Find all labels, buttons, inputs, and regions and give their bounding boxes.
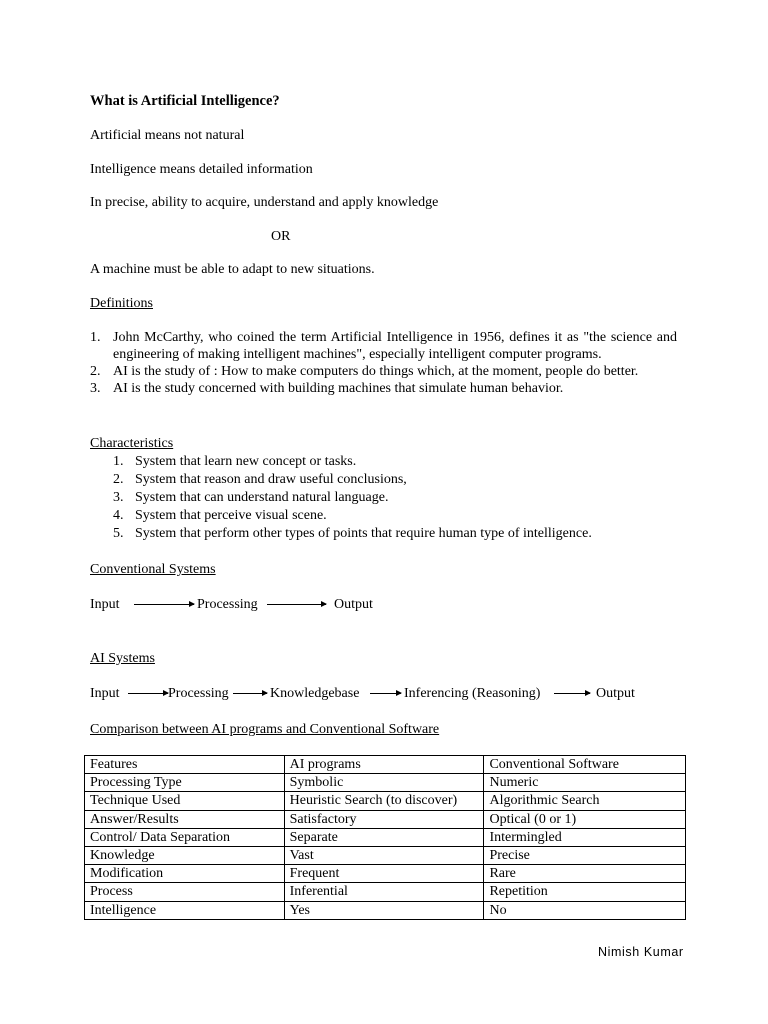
table-cell: Intelligence: [85, 901, 285, 919]
flow-output: Output: [334, 597, 373, 612]
list-item: [90, 363, 677, 380]
list-number: 5.: [113, 526, 124, 541]
characteristics-heading: Characteristics: [90, 436, 174, 451]
intro-line-4: A machine must be able to adapt to new situations.: [90, 262, 375, 277]
definition-text: John McCarthy, who coined the term Artificial Intelligence in 1956, defines it as "the science and engineering of making intelligent machines", especially intelligent computer programs.: [113, 330, 677, 362]
page-title: What is Artificial Intelligence?: [90, 93, 280, 109]
list-item: [90, 525, 592, 543]
table-cell: Rare: [484, 865, 686, 883]
flow-inferencing: Inferencing (Reasoning): [404, 686, 541, 701]
table-row: [85, 828, 686, 846]
table-row: [85, 846, 686, 864]
table-cell: AI programs: [284, 756, 484, 774]
table-cell: Heuristic Search (to discover): [284, 792, 484, 810]
table-row: [85, 865, 686, 883]
list-item: [90, 507, 592, 525]
table-cell: Intermingled: [484, 828, 686, 846]
table-cell: Answer/Results: [85, 810, 285, 828]
table-cell: Satisfactory: [284, 810, 484, 828]
list-number: 4.: [113, 508, 124, 523]
conventional-systems-heading: Conventional Systems: [90, 562, 216, 577]
list-item: [90, 453, 592, 471]
table-cell: Numeric: [484, 774, 686, 792]
flow-arrow: [128, 693, 168, 694]
characteristic-text: System that reason and draw useful conclusions,: [135, 472, 407, 487]
list-item: [90, 471, 592, 489]
table-cell: Knowledge: [85, 846, 285, 864]
table-row: [85, 774, 686, 792]
table-cell: Inferential: [284, 883, 484, 901]
list-number: 3.: [113, 490, 124, 505]
list-item: [90, 329, 677, 363]
conventional-flow-diagram: [90, 596, 390, 614]
table-cell: Process: [85, 883, 285, 901]
table-cell: Control/ Data Separation: [85, 828, 285, 846]
list-number: 2.: [113, 472, 124, 487]
flow-arrow: [554, 693, 590, 694]
list-number: 2.: [90, 364, 101, 379]
or-separator: OR: [271, 229, 291, 244]
table-cell: Modification: [85, 865, 285, 883]
author-footer: Nimish Kumar: [598, 945, 684, 959]
table-cell: Optical (0 or 1): [484, 810, 686, 828]
table-cell: Separate: [284, 828, 484, 846]
table-cell: Yes: [284, 901, 484, 919]
table-cell: Symbolic: [284, 774, 484, 792]
comparison-heading: Comparison between AI programs and Conventional Software: [90, 722, 440, 737]
table-cell: Technique Used: [85, 792, 285, 810]
intro-line-1: Artificial means not natural: [90, 128, 245, 143]
intro-line-2: Intelligence means detailed information: [90, 162, 313, 177]
definition-text: AI is the study concerned with building machines that simulate human behavior.: [113, 381, 564, 396]
table-row: [85, 756, 686, 774]
intro-line-3: In precise, ability to acquire, understand and apply knowledge: [90, 195, 439, 210]
ai-flow-diagram: [90, 685, 650, 703]
list-item: [90, 489, 592, 507]
table-cell: Vast: [284, 846, 484, 864]
comparison-table: [84, 755, 686, 920]
flow-knowledgebase: Knowledgebase: [270, 686, 360, 701]
table-row: [85, 792, 686, 810]
flow-arrow: [134, 604, 194, 605]
list-number: 1.: [113, 454, 124, 469]
flow-arrow: [233, 693, 267, 694]
table-row: [85, 901, 686, 919]
characteristic-text: System that learn new concept or tasks.: [135, 454, 357, 469]
definitions-list: [90, 329, 677, 397]
table-cell: Conventional Software: [484, 756, 686, 774]
table-row: [85, 883, 686, 901]
characteristic-text: System that perceive visual scene.: [135, 508, 327, 523]
ai-systems-heading: AI Systems: [90, 651, 155, 666]
list-item: [90, 380, 677, 397]
table-cell: Precise: [484, 846, 686, 864]
characteristics-list: [90, 453, 592, 543]
table-cell: Frequent: [284, 865, 484, 883]
characteristic-text: System that perform other types of points that require human type of intelligence.: [135, 526, 592, 541]
flow-processing: Processing: [197, 597, 258, 612]
flow-processing: Processing: [168, 686, 229, 701]
table-cell: Processing Type: [85, 774, 285, 792]
table-row: [85, 810, 686, 828]
table-cell: Algorithmic Search: [484, 792, 686, 810]
definition-text: AI is the study of : How to make computers do things which, at the moment, people do better.: [113, 364, 639, 379]
table-cell: Features: [85, 756, 285, 774]
flow-input: Input: [90, 597, 120, 612]
table-cell: No: [484, 901, 686, 919]
flow-input: Input: [90, 686, 120, 701]
characteristic-text: System that can understand natural language.: [135, 490, 389, 505]
definitions-heading: Definitions: [90, 296, 153, 311]
list-number: 3.: [90, 381, 101, 396]
list-number: 1.: [90, 330, 101, 345]
flow-arrow: [370, 693, 401, 694]
flow-output: Output: [596, 686, 635, 701]
flow-arrow: [267, 604, 326, 605]
table-cell: Repetition: [484, 883, 686, 901]
